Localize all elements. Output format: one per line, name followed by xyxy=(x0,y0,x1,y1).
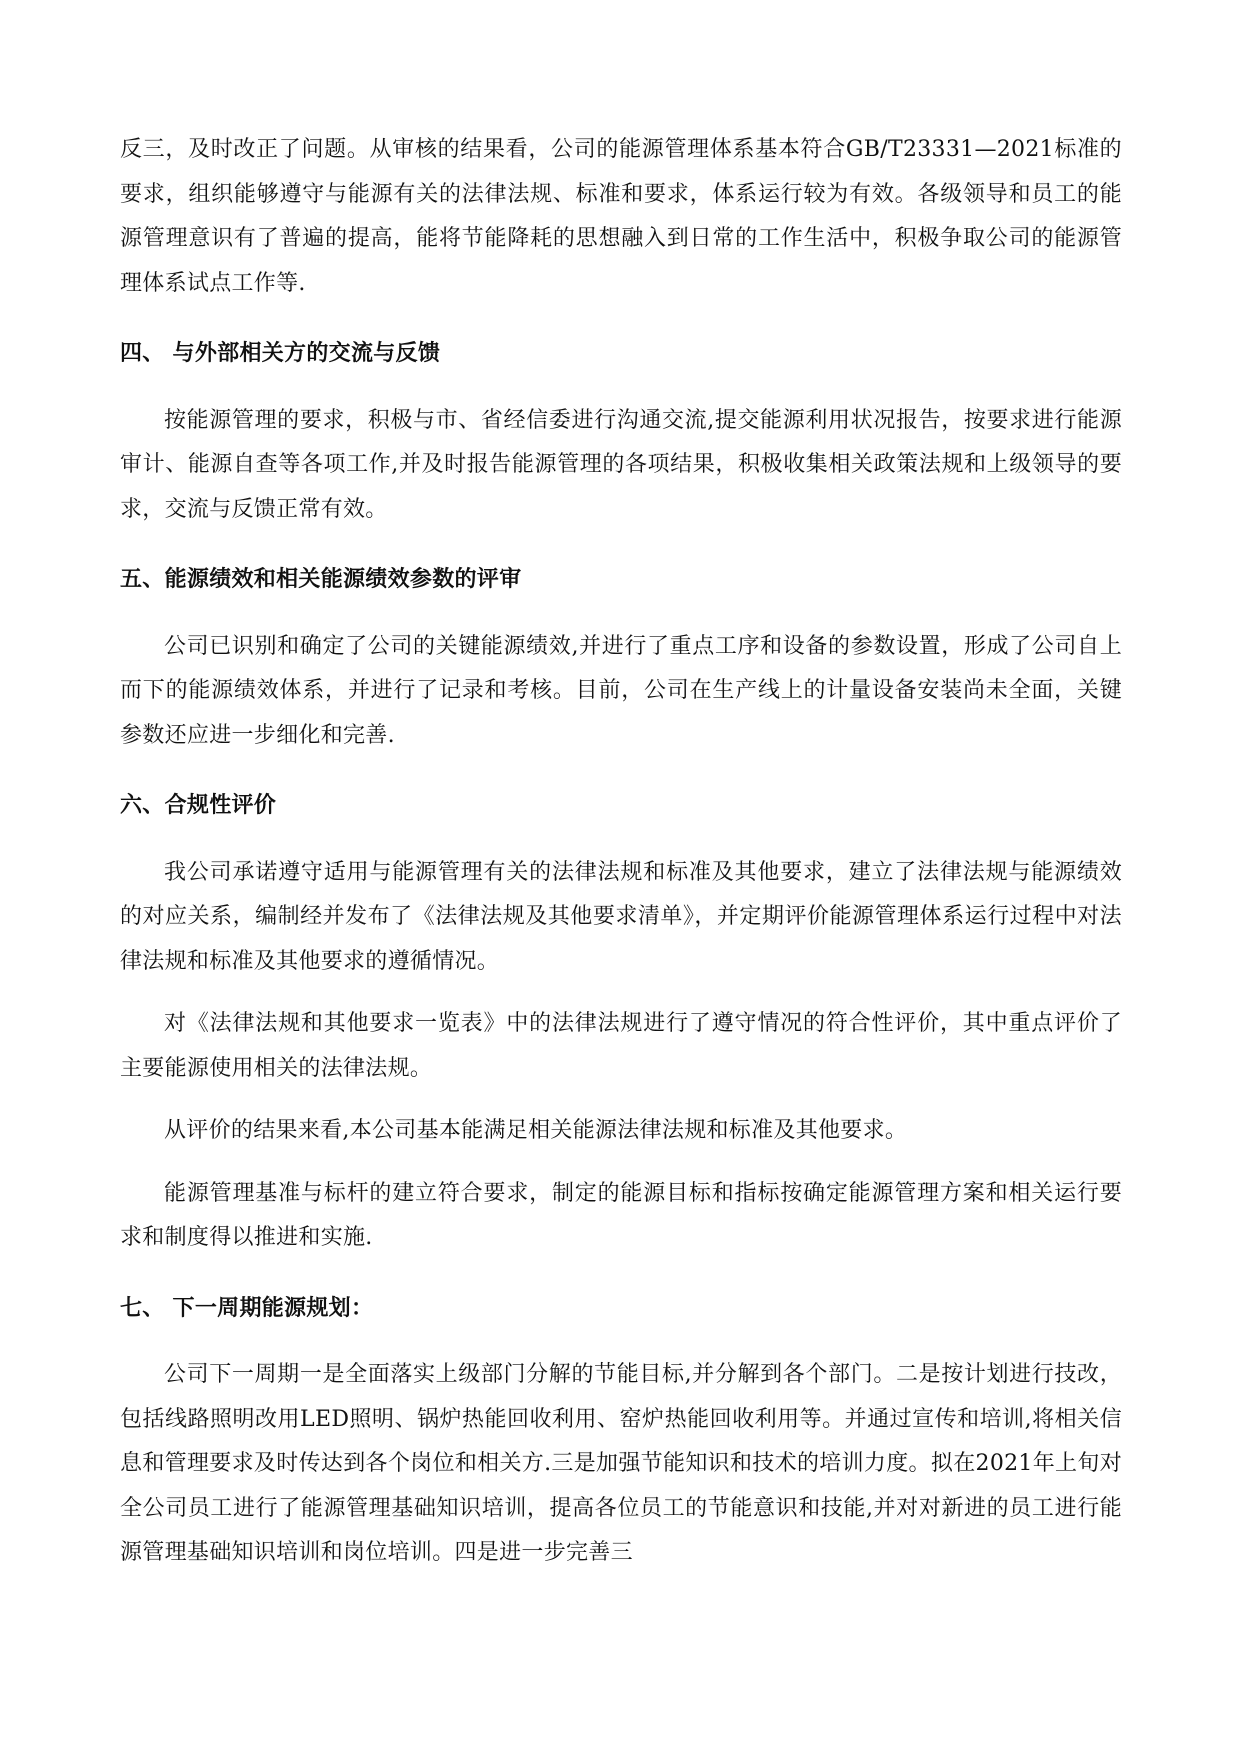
section-5-paragraph-1: 公司已识别和确定了公司的关键能源绩效,并进行了重点工序和设备的参数设置，形成了公司自上而下的能源绩效体系，并进行了记录和考核。目前，公司在生产线上的计量设备安装尚未全面，关键参数还应进一步细化和完善. xyxy=(120,633,1122,748)
section-6-heading: 六、合规性评价 xyxy=(120,793,277,818)
intro-paragraph: 反三，及时改正了问题。从审核的结果看，公司的能源管理体系基本符合GB/T23331—2021标准的要求，组织能够遵守与能源有关的法律法规、标准和要求，体系运行较为有效。各级领导和员工的能源管理意识有了普遍的提高，能将节能降耗的思想融入到日常的工作生活中，积极争取公司的能源管理体系试点工作等. xyxy=(120,137,1122,296)
section-5-heading: 五、能源绩效和相关能源绩效参数的评审 xyxy=(120,567,522,592)
section-6-paragraph-1: 我公司承诺遵守适用与能源管理有关的法律法规和标准及其他要求，建立了法律法规与能源绩效的对应关系，编制经并发布了《法律法规及其他要求清单》，并定期评价能源管理体系运行过程中对法律法规和标准及其他要求的遵循情况。 xyxy=(120,859,1122,974)
section-6-paragraph-2: 对《法律法规和其他要求一览表》中的法律法规进行了遵守情况的符合性评价，其中重点评价了主要能源使用相关的法律法规。 xyxy=(120,1011,1122,1081)
section-6-paragraph-4: 能源管理基准与标杆的建立符合要求，制定的能源目标和指标按确定能源管理方案和相关运行要求和制度得以推进和实施. xyxy=(120,1180,1122,1250)
section-4-heading: 四、 与外部相关方的交流与反馈 xyxy=(120,341,441,366)
section-7-heading: 七、 下一周期能源规划： xyxy=(120,1295,374,1321)
document-page xyxy=(120,128,1122,1576)
section-7-paragraph-1: 公司下一周期一是全面落实上级部门分解的节能目标,并分解到各个部门。二是按计划进行技改，包括线路照明改用LED照明、锅炉热能回收利用、窑炉热能回收利用等。并通过宣传和培训,将相关信息和管理要求及时传达到各个岗位和相关方.三是加强节能知识和技术的培训力度。拟在2021年上旬对全公司员工进行了能源管理基础知识培训，提高各位员工的节能意识和技能,并对对新进的员工进行能源管理基础知识培训和岗位培训。四是进一步完善三 xyxy=(120,1362,1122,1565)
section-4-paragraph-1: 按能源管理的要求，积极与市、省经信委进行沟通交流,提交能源利用状况报告，按要求进行能源审计、能源自查等各项工作,并及时报告能源管理的各项结果，积极收集相关政策法规和上级领导的要求，交流与反馈正常有效。 xyxy=(120,407,1122,522)
section-6-paragraph-3: 从评价的结果来看,本公司基本能满足相关能源法律法规和标准及其他要求。 xyxy=(164,1118,908,1143)
